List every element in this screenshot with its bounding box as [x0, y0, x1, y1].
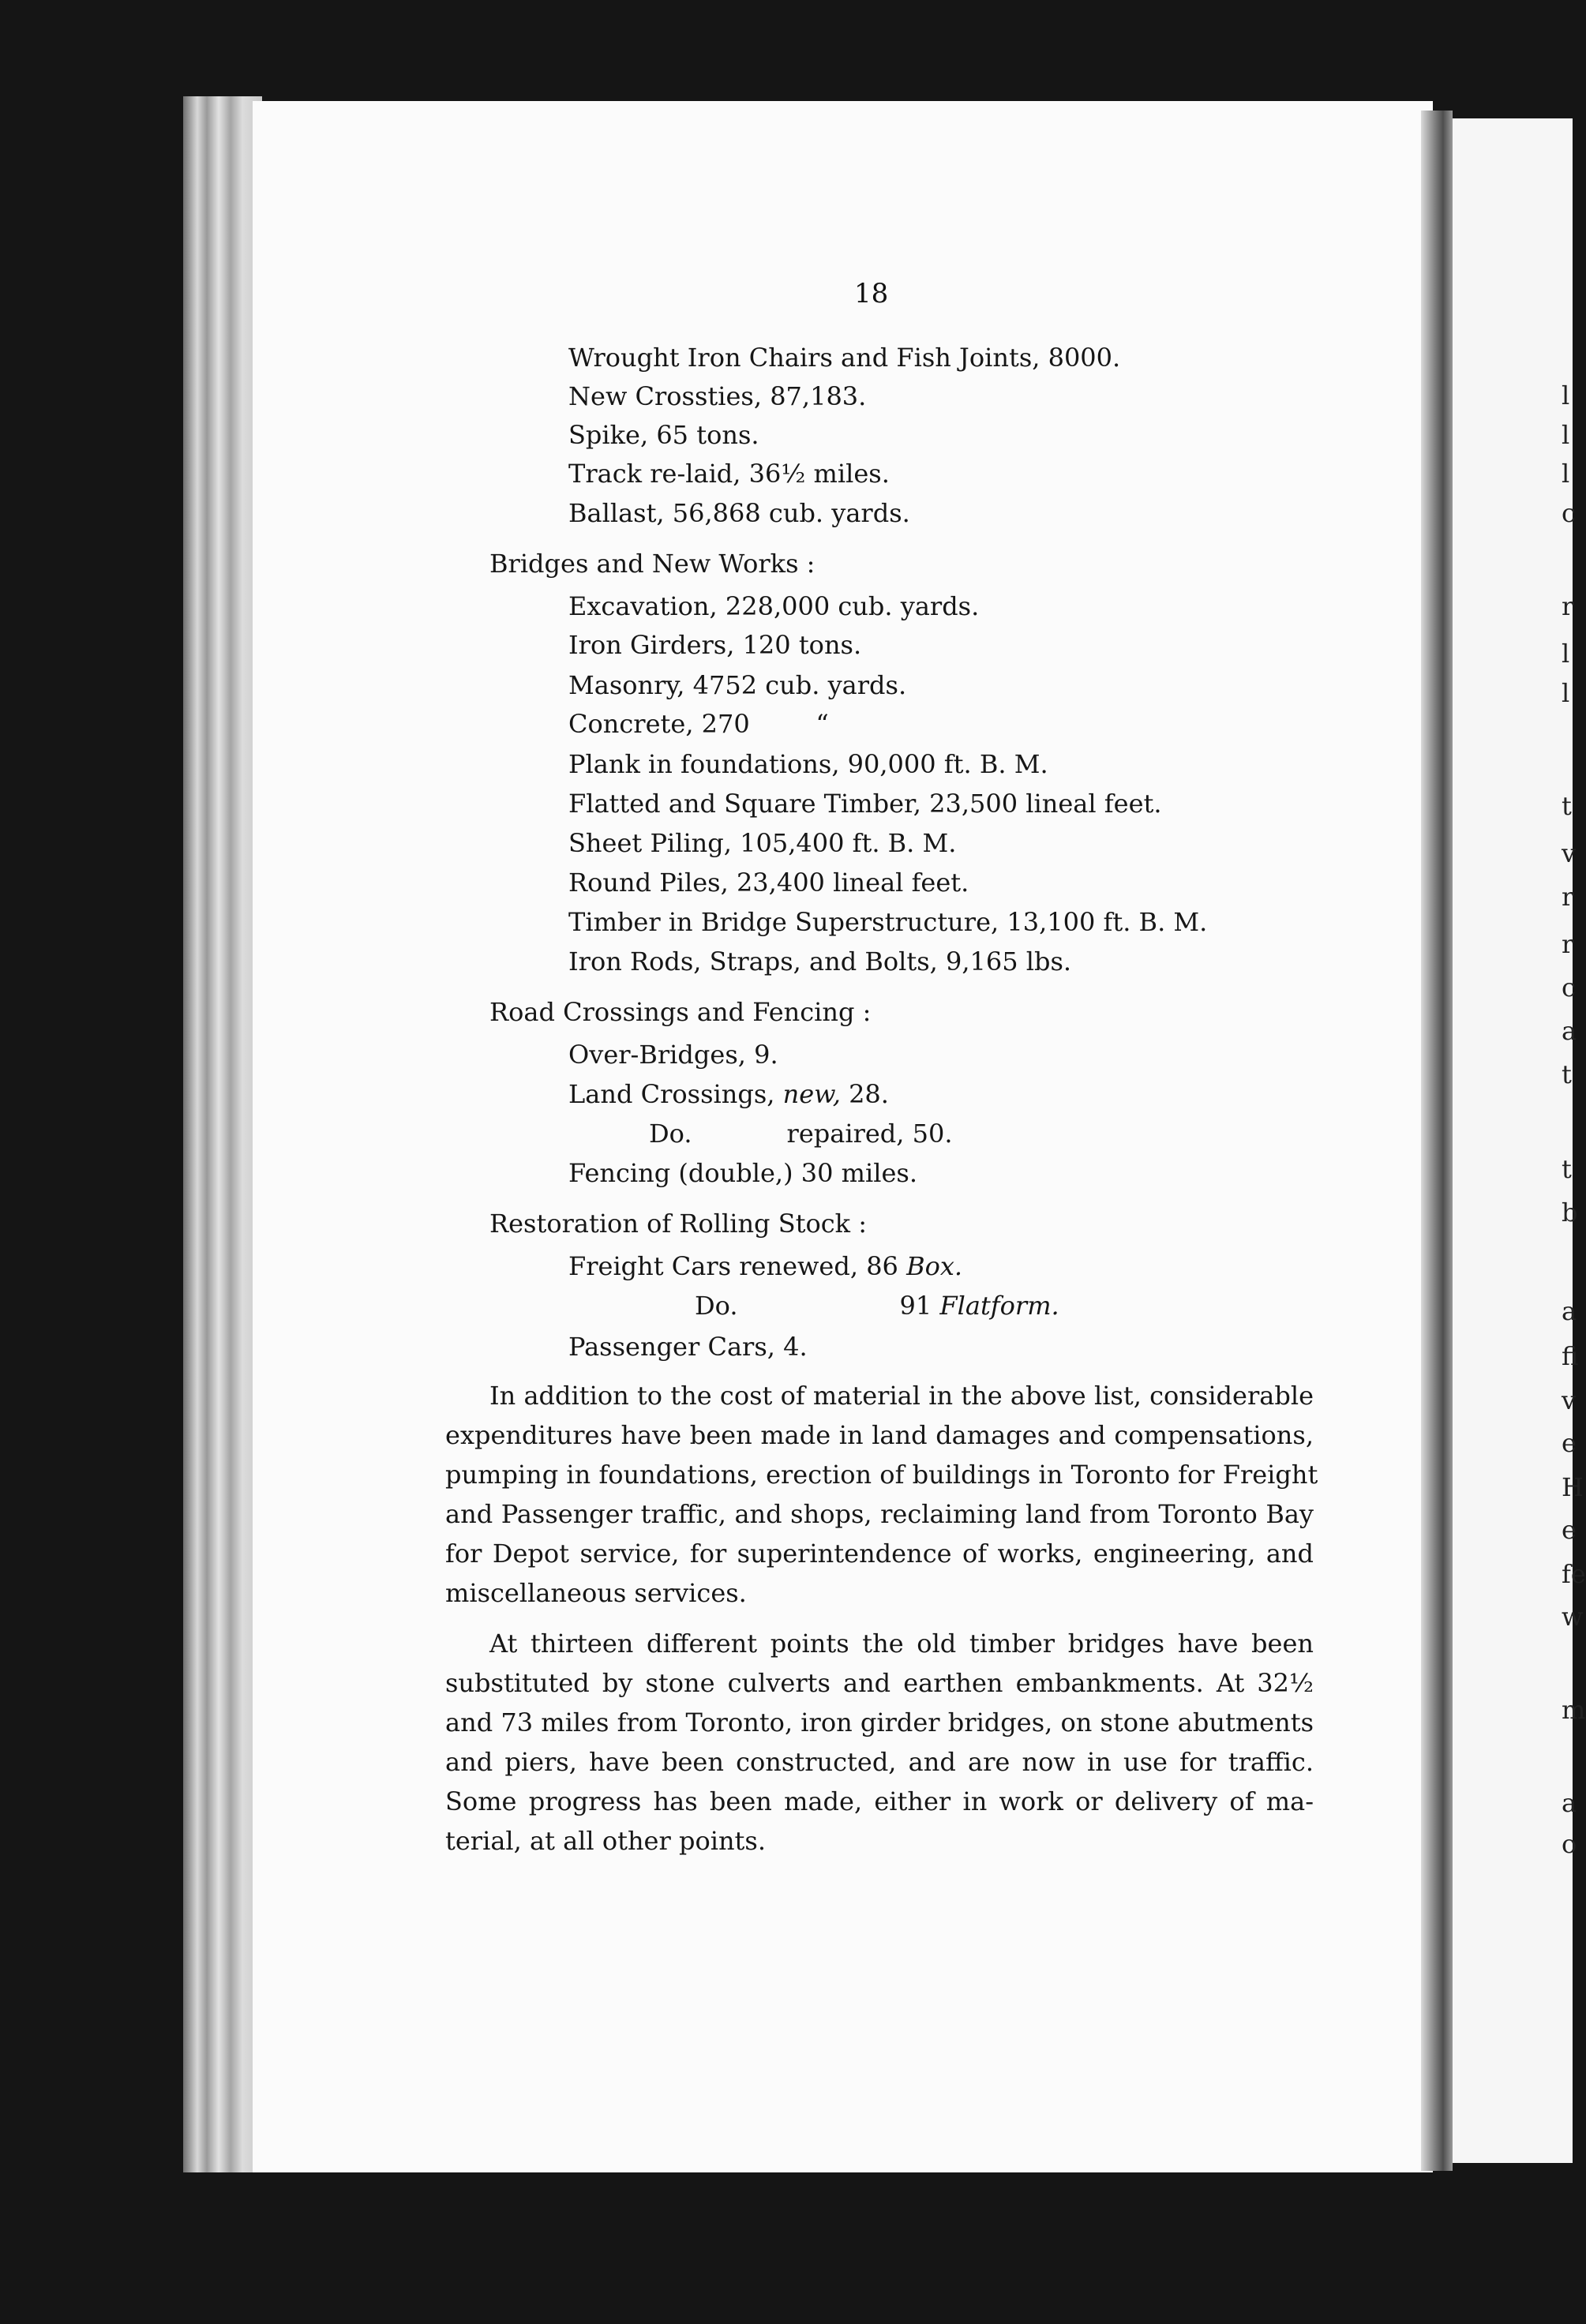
facing-page-fragment: a: [1562, 1016, 1577, 1046]
bridges-item: Round Piles, 23,400 lineal feet.: [568, 868, 969, 898]
land-crossings-label: Land Crossings,: [568, 1079, 775, 1109]
facing-page-fragment: l: [1562, 639, 1570, 669]
page-number: 18: [854, 278, 889, 309]
facing-page-fragment: a: [1562, 1296, 1577, 1326]
bridges-item: Sheet Piling, 105,400 ft. B. M.: [568, 828, 957, 858]
freight-label: Freight Cars renewed, 86: [568, 1251, 898, 1281]
paragraph-line: In addition to the cost of material in the above list, considerable: [489, 1381, 1314, 1411]
ditto-mark: “: [815, 709, 829, 739]
paragraph-line: miscellaneous services.: [445, 1578, 747, 1608]
paragraph-line: pumping in foundations, erection of buildings in Toronto for Freight: [445, 1460, 1318, 1490]
section-heading-road: Road Crossings and Fencing :: [489, 997, 872, 1027]
ditto-flatform: Flatform.: [939, 1291, 1059, 1321]
land-crossings-new: new,: [782, 1079, 841, 1109]
paragraph-line: and 73 miles from Toronto, iron girder bridges, on stone abutments: [445, 1707, 1314, 1737]
paragraph-line: At thirteen different points the old timber bridges have been: [489, 1629, 1314, 1659]
bridges-item: Plank in foundations, 90,000 ft. B. M.: [568, 749, 1048, 779]
paragraph-line: substituted by stone culverts and earthen embankments. At 32½: [445, 1668, 1314, 1698]
freight-box: Box.: [906, 1251, 963, 1281]
bridges-item: Timber in Bridge Superstructure, 13,100 ft. B. M.: [568, 907, 1208, 937]
bridges-item: Flatted and Square Timber, 23,500 lineal feet.: [568, 789, 1162, 819]
facing-page-fragment: o: [1562, 1829, 1577, 1859]
book-gutter: [1421, 111, 1453, 2171]
facing-page-fragment: c: [1562, 973, 1576, 1003]
paragraph-line: expenditures have been made in land damages and compensations,: [445, 1420, 1314, 1450]
paragraph-line: and piers, have been constructed, and are now in use for traffic.: [445, 1747, 1314, 1777]
track-item: Ballast, 56,868 cub. yards.: [568, 498, 910, 528]
facing-page-fragment: l: [1562, 380, 1570, 410]
facing-page-fragment: fi: [1562, 1341, 1579, 1371]
bridges-item: Iron Girders, 120 tons.: [568, 630, 862, 660]
road-item-ditto: [649, 1119, 953, 1149]
road-item-fencing: Fencing (double,) 30 miles.: [568, 1158, 917, 1188]
track-item: New Crossties, 87,183.: [568, 381, 867, 411]
facing-page-fragment: e: [1562, 1515, 1577, 1545]
section-heading-rolling: Restoration of Rolling Stock :: [489, 1209, 868, 1239]
facing-page-fragment: a: [1562, 1788, 1577, 1818]
track-item: Spike, 65 tons.: [568, 420, 759, 450]
facing-page-fragment: t: [1562, 791, 1572, 821]
facing-page-fragment: l: [1562, 420, 1570, 450]
ditto-label: Do.: [695, 1291, 738, 1321]
facing-page-fragment: l: [1562, 459, 1570, 489]
facing-page-fragment: m: [1562, 1695, 1586, 1725]
facing-page-fragment: v: [1562, 838, 1577, 868]
facing-page-fragment: l: [1562, 678, 1570, 708]
facing-page-fragment: r: [1562, 929, 1574, 959]
bridges-item: Excavation, 228,000 cub. yards.: [568, 591, 980, 621]
facing-page-fragment: r: [1562, 882, 1574, 912]
section-heading-bridges: Bridges and New Works :: [489, 549, 815, 579]
paragraph-line: and Passenger traffic, and shops, reclaiming land from Toronto Bay: [445, 1499, 1314, 1529]
bridges-item-concrete: [568, 711, 829, 737]
ditto-label: Do.: [649, 1119, 692, 1149]
concrete-label: Concrete, 270: [568, 709, 750, 739]
facing-page-fragment: t: [1562, 1059, 1572, 1089]
facing-page-fragment: H: [1562, 1472, 1584, 1502]
facing-page-fragment: v: [1562, 1385, 1577, 1415]
track-item: Wrought Iron Chairs and Fish Joints, 8000.: [568, 343, 1121, 373]
bridges-item: Masonry, 4752 cub. yards.: [568, 670, 907, 700]
facing-page-fragment: c: [1562, 498, 1576, 528]
paragraph-line: for Depot service, for superintendence of works, engineering, and: [445, 1539, 1314, 1569]
land-crossings-value: 28.: [849, 1079, 889, 1109]
facing-page-fragment: fe: [1562, 1559, 1586, 1589]
book-page-edge: [183, 96, 262, 2172]
road-item-over-bridges: Over-Bridges, 9.: [568, 1040, 778, 1070]
facing-page-fragment: b: [1562, 1198, 1578, 1228]
rolling-item-passenger: Passenger Cars, 4.: [568, 1332, 808, 1362]
bridges-item: Iron Rods, Straps, and Bolts, 9,165 lbs.: [568, 946, 1072, 976]
road-item-land-crossings: [568, 1081, 889, 1107]
facing-page-fragment: e: [1562, 1428, 1577, 1458]
track-item: Track re-laid, 36½ miles.: [568, 459, 890, 489]
facing-page-fragment: t: [1562, 1154, 1572, 1184]
facing-page-fragment: r: [1562, 591, 1574, 621]
paragraph-line: terial, at all other points.: [445, 1826, 766, 1856]
rolling-item-ditto: [695, 1291, 1059, 1321]
facing-page: [1453, 118, 1573, 2163]
ditto-value: repaired, 50.: [786, 1119, 953, 1149]
rolling-item-freight: [568, 1251, 963, 1281]
ditto-value: 91: [899, 1291, 932, 1321]
paragraph-line: Some progress has been made, either in work or delivery of ma-: [445, 1786, 1314, 1816]
facing-page-fragment: w: [1562, 1602, 1584, 1632]
